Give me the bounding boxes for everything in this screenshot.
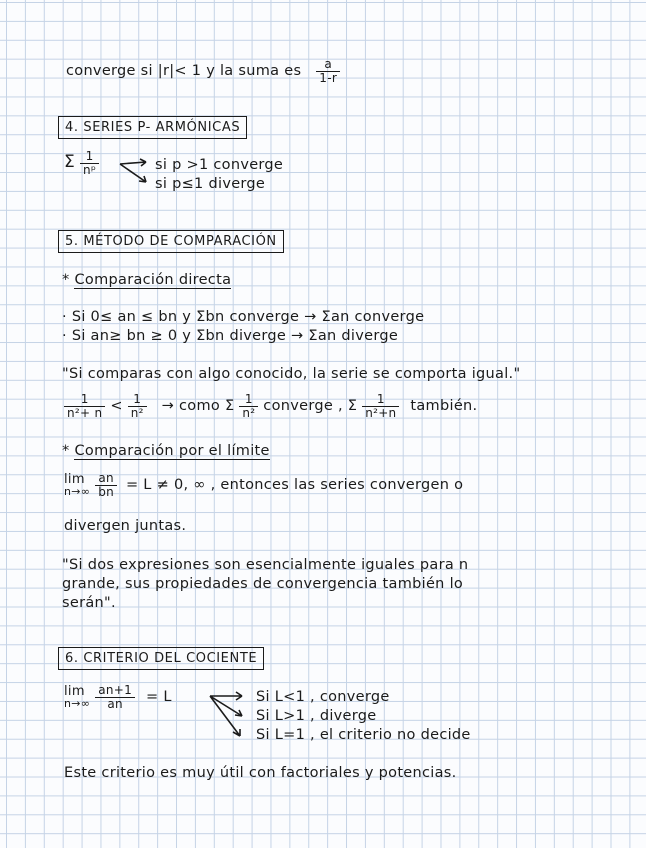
lim-label: lim [64,472,85,488]
quote-equivalent-line2: grande, sus propiedades de convergencia también lo [62,576,464,592]
frac-numerator: 1 [80,150,99,164]
branch-arrows-icon [208,690,248,740]
quote-compare-known: "Si comparas con algo conocido, la serie se comporta igual." [62,366,521,382]
ratio-case-diverge: Si L>1 , diverge [256,708,377,724]
limit-fraction [95,472,117,498]
pseries-case-diverge: si p≤1 diverge [155,176,266,192]
example-fraction-1 [64,393,105,419]
quote-equivalent-line3: serán". [62,595,116,611]
branch-arrows-icon [118,158,150,186]
lim-subscript: n→∞ [64,485,91,499]
direct-comparison-rule-2: · Si an≥ bn ≥ 0 y Σbn diverge → Σan diverge [62,328,399,344]
section4-heading: 4. SERIES P- ARMÓNICAS [58,116,247,139]
frac-denominator: 1-r [319,70,338,85]
section5-heading: 5. MÉTODO DE COMPARACIÓN [58,230,284,253]
ratio-fraction [95,684,135,710]
frac-denominator: n²+ n [67,405,103,420]
geometric-fraction [316,58,340,84]
direct-comparison-rule-1: · Si 0≤ an ≤ bn y Σbn converge → Σan converge [62,309,425,325]
example-fraction-3 [239,393,258,419]
subheading-text: Comparación directa [74,272,232,288]
frac-numerator: a [316,58,340,72]
frac-numerator: an+1 [95,684,135,698]
less-than: < [110,398,123,415]
frac-denominator: n² [242,405,256,420]
frac-numerator: 1 [64,393,105,407]
subheading-limit-comparison [62,443,270,459]
frac-numerator: 1 [128,393,147,407]
quote-equivalent-line1: "Si dos expresiones son esencialmente iguales para n [62,557,469,573]
lim-label: lim [64,684,85,700]
example-middle-text: → como Σ [161,398,235,415]
frac-denominator: an [107,696,123,711]
subheading-direct-comparison [62,272,231,288]
sigma-symbol: Σ [64,152,76,173]
example-fraction-4 [362,393,399,419]
ratio-equals: = L [145,689,172,706]
geometric-sum-line [66,58,340,84]
ratio-case-undecided: Si L=1 , el criterio no decide [256,727,471,743]
ratio-case-converge: Si L<1 , converge [256,689,390,705]
pseries-case-converge: si p >1 converge [155,157,284,173]
example-converge-text: converge , Σ [263,398,358,415]
frac-numerator: 1 [239,393,258,407]
star-bullet: * [62,272,70,288]
frac-denominator: n² [130,405,144,420]
limit-comparison-line2: divergen juntas. [64,518,187,534]
limit-rest-text: = L ≠ 0, ∞ , entonces las series convergen o [125,477,464,494]
subheading-text: Comparación por el límite [74,443,270,459]
pseries-fraction [80,150,99,176]
star-bullet: * [62,443,70,459]
example-end-text: también. [410,398,478,415]
limit-operator [64,685,90,709]
frac-denominator: bn [98,484,115,499]
pseries-formula [64,150,99,176]
frac-denominator: nᵖ [82,162,97,177]
limit-comparison-formula [64,472,463,498]
lim-subscript: n→∞ [64,697,91,711]
geometric-text: converge si |r|< 1 y la suma es [66,63,302,80]
comparison-example [64,393,477,419]
frac-numerator: 1 [362,393,399,407]
frac-numerator: an [95,472,117,486]
section6-heading: 6. CRITERIO DEL COCIENTE [58,647,264,670]
example-fraction-2 [128,393,147,419]
ratio-test-formula [64,684,172,710]
ratio-test-note: Este criterio es muy útil con factoriales y potencias. [64,765,457,781]
frac-denominator: n²+n [365,405,397,420]
limit-operator [64,473,90,497]
